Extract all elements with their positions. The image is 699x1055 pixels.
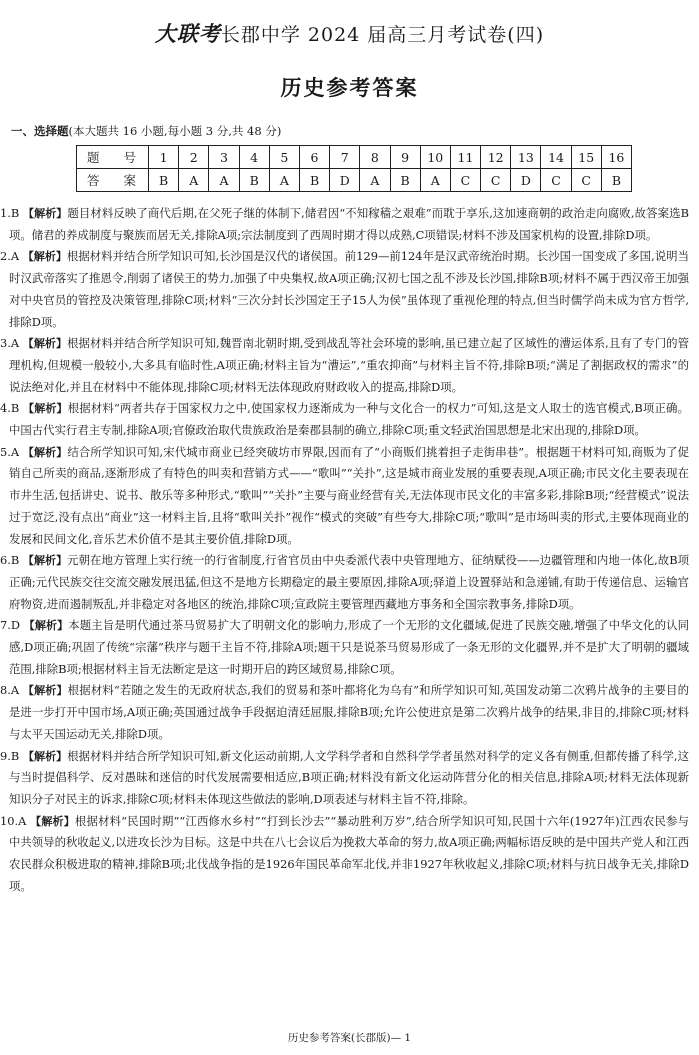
explanation-text: 根据材料“若随之发生的无政府状态,我们的贸易和茶叶都将化为乌有”和所学知识可知,英国发动第二次鸦片战争的主要目的是进一步打开中国市场,A项正确;英国通过战争手段据迫清廷屈服,排除B项;允许公使进京是第二次鸦片战争的结果,非目的,排除C项;材料与太平天国运动无关,排除D项。 (9, 683, 690, 741)
brand-logo-text: 大联考 (154, 21, 221, 46)
analysis-tag: 【解析】 (22, 445, 68, 459)
question-number-cell: 4 (239, 146, 269, 169)
answer-cell: A (360, 169, 390, 192)
question-number-cell: 3 (209, 146, 239, 169)
answer-cell: C (571, 169, 601, 192)
answer-cell: B (149, 169, 179, 192)
answer-cell: C (450, 169, 480, 192)
answer-cell: A (420, 169, 450, 192)
explanation-text: 根据材料并结合所学知识可知,新文化运动前期,人文学科学者和自然科学学者虽然对科学的定义各有侧重,但都传播了科学,这与当时提倡科学、反对愚昧和迷信的时代发展需要相适应,B项正确;材料没有新文化运动阵营分化的相关信息,排除A项;材料无法体现新知识分子对民主的诉求,排除C项;材料未体现这些做法的影响,D项表述与材料主旨不符,排除。 (9, 748, 689, 806)
question-number-cell: 13 (511, 146, 541, 169)
question-answer-label: 8.A (0, 683, 20, 698)
explanation-item (0, 550, 690, 615)
question-number-cell: 7 (330, 146, 360, 169)
explanation-text: 本题主旨是明代通过茶马贸易扩大了明朝文化的影响力,形成了一个无形的文化疆域,促进了民族交融,增强了中华文化的认同感,D项正确;巩固了传统“宗藩”秩序与题干主旨不符,排除A项;题干只是说茶马贸易形成了一条无形的文化疆界,并不是扩大了明朝的疆域范围,排除B项;根据材料主旨无法断定是这一时期开启的跨区域贸易,排除C项。 (9, 618, 689, 676)
question-number-cell: 1 (149, 146, 179, 169)
analysis-tag: 【解析】 (23, 402, 68, 416)
explanation-text: 根据材料“两者共存于国家权力之中,使国家权力逐渐成为一种与文化合一的权力”可知,这是文人取士的选官模式,B项正确。中国古代实行君主专制,排除A项;官僚政治取代贵族政治是秦郡县制的确立,排除C项;重文轻武治国思想是北宋出现的,排除D项。 (9, 401, 689, 438)
exam-header (0, 18, 699, 48)
row-label-answer: 答 案 (77, 169, 149, 192)
question-answer-label: 7.D (0, 618, 21, 633)
answer-cell: C (541, 169, 571, 192)
question-answer-label: 9.B (0, 748, 20, 763)
explanation-item (0, 203, 689, 246)
explanation-text: 结合所学知识可知,宋代城市商业已经突破坊市界限,因而有了“小商贩们挑着担子走街串巷”。根据题干材料可知,商贩为了促销自己所卖的商品,逐渐形成了有特色的叫卖和营销方式——“歌叫”“关扑”,这是城市商业发展的重要表现,A项正确;市民文化主要表现在市井生活,包括讲史、说书、散乐等多种形式,“歌叫”“关扑”主要与商业经营有关,无法体现市民文化的丰富多彩,排除B项;“经营模式”说法过于宽泛,没有点出“商业”这一材料主旨,且将“歌叫关扑”视作“模式的突破”有些夸大,排除C项;“歌叫”是市场叫卖的形式,主要体现商业的发展和民间文化,音乐艺术价值不是其主要价值,排除D项。 (9, 444, 690, 546)
answer-cell: D (330, 169, 360, 192)
question-answer-label: 3.A (0, 336, 20, 351)
analysis-tag: 【解析】 (22, 749, 68, 763)
exam-title: 长郡中学 2024 届高三月考试卷(四) (220, 24, 545, 46)
explanation-text: 根据材料并结合所学知识可知,长沙国是汉代的诸侯国。前129—前124年是汉武帝统治时期。长沙国一国变成了多国,说明当时汉武帝落实了推恩令,削弱了诸侯王的势力,加强了中央集权,故A项正确;汉初七国之乱不涉及长沙国,排除B项;材料不属于西汉帝王加强对中央官员的管控及决策管理,排除C项;材料“三次分封长沙国定王子15人为侯”虽体现了重视伦理的特点,但当时儒学尚未成为官方哲学,排除D项。 (9, 249, 689, 329)
question-answer-label: 6.B (0, 553, 20, 568)
explanation-item (0, 398, 689, 441)
question-number-cell: 2 (179, 146, 209, 169)
question-number-cell: 15 (571, 146, 601, 169)
analysis-tag: 【解析】 (22, 684, 68, 698)
row-label-number: 题 号 (77, 146, 149, 169)
document-title: 历史参考答案 (280, 76, 419, 100)
explanation-item (0, 333, 689, 398)
explanation-text: 题目材料反映了商代后期,在父死子继的体制下,储君因“不知稼穑之艰难”而耽于享乐,这加速商朝的政治走向腐败,故答案选B项。储君的养成制度与聚族而居无关,排除A项;宗法制度到了西周时期才得以成熟,C项错误;材料不涉及国家机构的设置,排除D项。 (9, 206, 689, 242)
question-answer-label: 2.A (0, 249, 20, 264)
section-name: 一、选择题 (11, 124, 69, 138)
analysis-tag: 【解析】 (22, 207, 68, 220)
answer-row (77, 169, 632, 192)
section-note: (本大题共 16 小题,每小题 3 分,共 48 分) (68, 124, 282, 138)
question-answer-label: 10.A (0, 813, 27, 828)
explanation-list (0, 203, 690, 898)
explanation-item (0, 246, 689, 333)
question-number-cell: 12 (481, 146, 511, 169)
analysis-tag: 【解析】 (23, 619, 69, 633)
explanation-text: 根据材料并结合所学知识可知,魏晋南北朝时期,受到战乱等社会环境的影响,虽已建立起了区域性的漕运体系,且有了专门的管理机构,但规模一般较小,大多具有临时性,A项正确;材料主旨为“漕运”,“重农抑商”与材料主旨不符,排除B项;“满足了割据政权的需求”的说法绝对化,并且在材料中不能体现,排除C项;材料无法体现政府财政收入的提高,排除D项。 (9, 336, 689, 394)
question-number-cell: 9 (390, 146, 420, 169)
answer-cell: B (601, 169, 631, 192)
question-answer-label: 1.B (0, 206, 20, 220)
explanation-item (0, 811, 689, 898)
answer-cell: A (179, 169, 209, 192)
analysis-tag: 【解析】 (30, 814, 75, 828)
question-number-cell: 11 (450, 146, 480, 169)
answer-cell: B (299, 169, 329, 192)
answer-cell: B (239, 169, 269, 192)
explanation-item (0, 680, 690, 745)
analysis-tag: 【解析】 (22, 337, 68, 351)
page-footer: 历史参考答案(长郡版)— 1 (287, 1032, 412, 1044)
question-number-cell: 6 (299, 146, 329, 169)
explanation-item (0, 442, 690, 551)
answer-cell: D (511, 169, 541, 192)
analysis-tag: 【解析】 (22, 554, 68, 568)
explanation-item (0, 615, 689, 680)
answer-cell: A (269, 169, 299, 192)
question-answer-label: 5.A (0, 444, 20, 459)
question-number-cell: 5 (269, 146, 299, 169)
explanation-text: 元朝在地方管理上实行统一的行省制度,行省官员由中央委派代表中央管理地方、征纳赋役——边疆管理和内地一体化,故B项正确;元代民族交往交流交融发展迅猛,但这不是地方长期稳定的最主要原因,排除A项;驿道上设置驿站和急递铺,有助于传递信息、运输官府物资,进而遏制叛乱,并非稳定对各地区的统治,排除C项;宣政院主要管理西藏地方事务和全国宗教事务,排除D项。 (9, 553, 690, 611)
question-number-cell: 8 (360, 146, 390, 169)
question-number-cell: 16 (601, 146, 631, 169)
question-number-cell: 10 (420, 146, 450, 169)
explanation-text: 根据材料“民国时期”“江西修水乡村”“打到长沙去”“暴动胜利万岁”,结合所学知识可知,民国十六年(1927年)江西农民参与中共领导的秋收起义,以进攻长沙为目标。这是中共在八七会议后为挽救大革命的努力,故A项正确;两幅标语反映的是中国共产党人和江西农民群众积极进取的精神,排除B项;北伐战争指的是1926年国民革命军北伐,并非1927年秋收起义,排除C项;材料与抗日战争无关,排除D项。 (9, 813, 689, 893)
answer-cell: B (390, 169, 420, 192)
section-heading (11, 123, 281, 139)
question-number-row (77, 146, 632, 169)
explanation-item (0, 746, 689, 811)
answer-cell: C (481, 169, 511, 192)
analysis-tag: 【解析】 (22, 250, 67, 264)
answer-cell: A (209, 169, 239, 192)
question-number-cell: 14 (541, 146, 571, 169)
answer-table (76, 145, 632, 192)
question-answer-label: 4.B (0, 401, 20, 416)
